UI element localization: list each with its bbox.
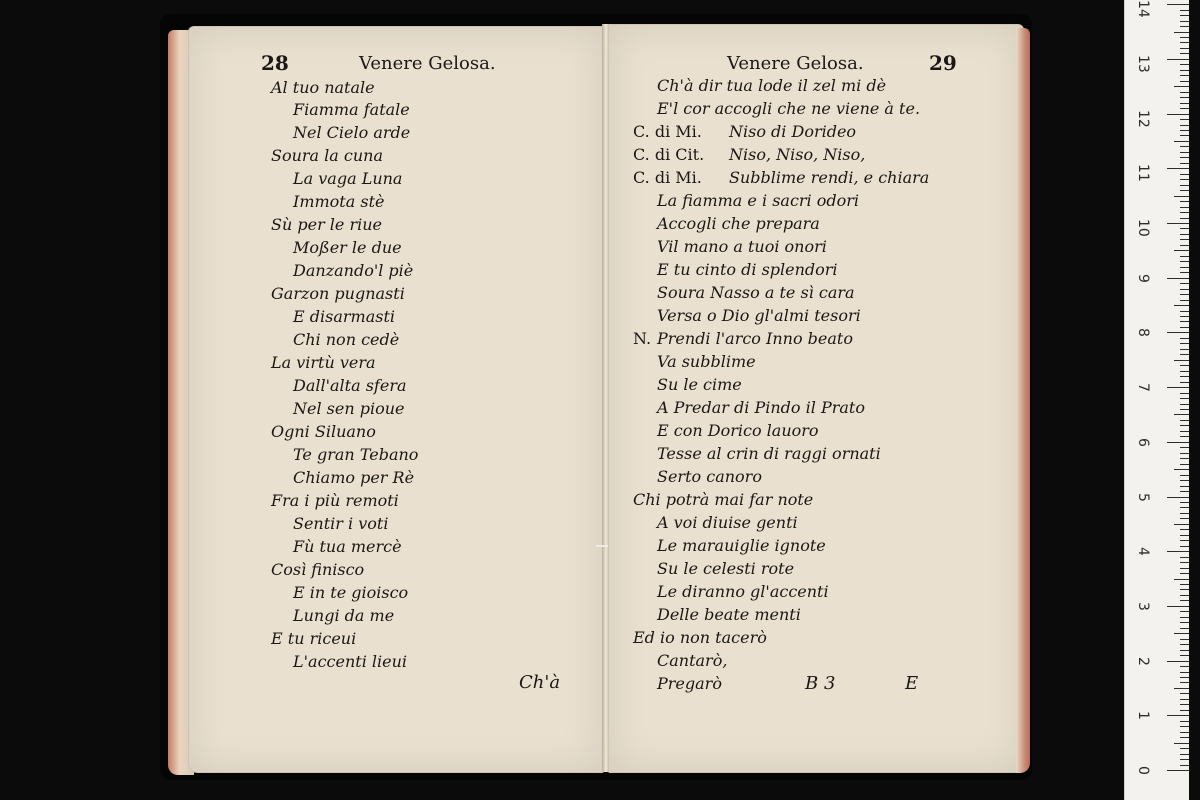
verse-line [657,537,826,555]
ruler-tick [1180,157,1189,158]
ruler-tick [1167,770,1189,771]
verse-line: Garzon pugnasti [271,284,405,303]
ruler-tick [1180,108,1189,109]
ruler-tick [1167,59,1189,60]
ruler-tick [1180,507,1189,508]
verse-line [633,629,767,647]
verse-line [633,146,865,164]
ruler-tick [1180,398,1189,399]
ruler-tick [1180,294,1189,295]
verse-text: Niso di Dorideo [729,122,857,141]
verse-text: Le diranno gl'accenti [657,582,829,601]
verse-text: La fiamma e i sacri odori [657,191,860,210]
verse-text: Cantarò, [657,651,728,670]
ruler-label: 14 [1135,0,1151,19]
ruler-tick [1180,540,1189,541]
verse-line: Così finisco [271,560,365,579]
ruler-tick [1180,10,1189,11]
ruler-tick [1180,81,1189,82]
right-page-number: 29 [929,51,957,75]
ruler-tick [1180,103,1189,104]
ruler-tick [1180,732,1189,733]
ruler-tick [1180,737,1189,738]
verse-line [633,169,929,187]
ruler-tick [1180,699,1189,700]
ruler-tick [1180,152,1189,153]
ruler-tick [1180,726,1189,727]
ruler-tick [1167,223,1189,224]
ruler-tick [1180,316,1189,317]
ruler-tick [1180,119,1189,120]
ruler-tick [1180,650,1189,651]
ruler-tick [1180,573,1189,574]
ruler-tick [1180,529,1189,530]
verse-line: Fù tua mercè [293,537,402,556]
ruler-tick [1180,682,1189,683]
ruler-tick [1174,633,1189,634]
ruler-tick [1180,425,1189,426]
verse-line [657,77,886,95]
verse-text: E tu cinto di splendori [657,260,838,279]
ruler-tick [1180,15,1189,16]
ruler-tick [1174,579,1189,580]
ruler-tick [1180,710,1189,711]
ruler-tick [1180,261,1189,262]
ruler-tick [1180,190,1189,191]
verse-text: A voi diuise genti [657,513,798,532]
verse-line [657,652,727,670]
ruler-tick [1180,174,1189,175]
ruler-tick [1180,486,1189,487]
ruler-tick [1180,759,1189,760]
verse-line [633,330,853,348]
ruler-label: 9 [1135,273,1151,283]
verse-line: Nel sen pioue [293,399,405,418]
verse-line [657,583,829,601]
left-page [188,26,604,773]
verse-line: Sentir i voti [293,514,389,533]
ruler-label: 10 [1135,219,1151,237]
ruler-tick [1180,26,1189,27]
ruler-tick [1180,672,1189,673]
verse-line: La vaga Luna [293,169,403,188]
verse-line [657,468,762,486]
ruler-tick [1180,228,1189,229]
verse-line: E in te gioisco [293,583,409,602]
speaker-label: C. di Cit. [633,145,705,164]
ruler-tick [1180,562,1189,563]
ruler-tick [1167,278,1189,279]
ruler-label: 1 [1135,711,1151,721]
ruler-tick [1180,343,1189,344]
verse-line [657,261,838,279]
ruler-tick [1180,349,1189,350]
verse-line: Soura la cuna [271,146,384,165]
right-page-edge [1016,28,1030,773]
speaker-label: N. [633,329,652,348]
ruler-tick [1174,743,1189,744]
verse-text: Vil mano a tuoi onori [657,237,827,256]
verse-line [657,445,881,463]
speaker-label: C. di Mi. [633,122,702,141]
ruler-tick [1167,114,1189,115]
ruler-tick [1180,518,1189,519]
ruler-tick [1180,218,1189,219]
ruler-tick [1180,42,1189,43]
ruler-tick [1167,606,1189,607]
ruler-label: 8 [1135,328,1151,338]
signature-mark: B 3 [805,673,836,694]
ruler-tick [1180,212,1189,213]
ruler-tick [1180,513,1189,514]
ruler-tick [1180,21,1189,22]
verse-line: Te gran Tebano [293,445,419,464]
speaker-label: C. di Mi. [633,168,702,187]
verse-text: Niso, Niso, Niso, [729,145,866,164]
ruler-tick [1180,64,1189,65]
ruler-tick [1180,256,1189,257]
ruler-tick [1180,546,1189,547]
verse-line: Immota stè [293,192,385,211]
ruler-tick [1174,469,1189,470]
ruler-tick [1167,332,1189,333]
ruler-tick [1180,163,1189,164]
verse-line: Sù per le riue [271,215,383,234]
ruler-tick [1167,661,1189,662]
verse-text: Accogli che prepara [657,214,820,233]
verse-line [633,123,856,141]
ruler-tick [1180,130,1189,131]
ruler-tick [1180,666,1189,667]
ruler-tick [1180,371,1189,372]
ruler-tick [1180,617,1189,618]
ruler-tick [1180,595,1189,596]
ruler-label: 3 [1135,601,1151,611]
ruler-tick [1174,250,1189,251]
verse-text: E con Dorico lauoro [657,421,819,440]
ruler-tick [1180,557,1189,558]
ruler-tick [1180,458,1189,459]
ruler-tick [1180,600,1189,601]
ruler-tick [1180,185,1189,186]
ruler-tick [1180,207,1189,208]
ruler-tick [1180,589,1189,590]
ruler-tick [1180,338,1189,339]
catchword: Ch'à [519,672,561,693]
ruler-label: 7 [1135,383,1151,393]
verse-text: Va subblime [657,352,756,371]
right-page [608,24,1024,773]
ruler-tick [1180,502,1189,503]
ruler-tick [1180,584,1189,585]
ruler-tick [1180,409,1189,410]
ruler-tick [1180,37,1189,38]
ruler-tick [1174,32,1189,33]
verse-text: Serto canoro [657,467,762,486]
verse-text: Ed io non tacerò [633,628,767,647]
ruler-tick [1180,754,1189,755]
ruler-label: 2 [1135,656,1151,666]
ruler-tick [1180,70,1189,71]
verse-line: Lungi da me [293,606,395,625]
ruler-label: 5 [1135,492,1151,502]
ruler-tick [1180,420,1189,421]
ruler-tick [1180,704,1189,705]
ruler-tick [1174,524,1189,525]
ruler-tick [1180,75,1189,76]
ruler-tick [1174,360,1189,361]
verse-text: Delle beate menti [657,605,801,624]
ruler-tick [1180,272,1189,273]
ruler-label: 0 [1135,766,1151,775]
ruler-tick [1180,239,1189,240]
verse-line: Al tuo natale [271,78,375,97]
verse-line [657,399,865,417]
ruler-tick [1180,135,1189,136]
ruler-tick [1167,715,1189,716]
ruler-tick [1180,300,1189,301]
ruler-tick [1180,480,1189,481]
verse-text: Tesse al crin di raggi ornati [657,444,881,463]
verse-line: Nel Cielo arde [293,123,411,142]
ruler-tick [1180,245,1189,246]
ruler-tick [1180,464,1189,465]
ruler-tick [1180,677,1189,678]
verse-line: Fra i più remoti [271,491,399,510]
verse-line: Dall'alta sfera [293,376,407,395]
ruler-tick [1180,568,1189,569]
ruler-label: 12 [1135,109,1151,128]
verse-line: Chiamo per Rè [293,468,415,487]
verse-line [657,606,801,624]
verse-line [657,100,920,118]
ruler-label: 4 [1135,547,1151,557]
verse-text: Versa o Dio gl'almi tesori [657,306,861,325]
verse-text: Chi potrà mai far note [633,490,814,509]
verse-text: Subblime rendi, e chiara [729,168,930,187]
verse-line [657,192,859,210]
ruler-tick [1180,628,1189,629]
ruler-tick [1180,179,1189,180]
ruler-tick [1180,475,1189,476]
ruler-tick [1167,387,1189,388]
ruler-tick [1180,611,1189,612]
verse-text: Su le cime [657,375,742,394]
verse-text: A Predar di Pindo il Prato [657,398,865,417]
ruler-tick [1174,141,1189,142]
ruler-tick [1180,354,1189,355]
ruler-tick [1180,267,1189,268]
ruler-tick [1180,748,1189,749]
ruler-label: 13 [1135,54,1151,73]
verse-line: E tu riceui [271,629,357,648]
ruler-tick [1180,535,1189,536]
left-page-number: 28 [261,51,289,75]
verse-text: Le marauiglie ignote [657,536,826,555]
verse-line [657,560,794,578]
verse-line [657,422,819,440]
ruler-tick [1180,53,1189,54]
ruler-tick [1174,414,1189,415]
verse-line: Moßer le due [293,238,402,257]
ruler-tick [1180,644,1189,645]
ruler-tick [1167,4,1189,5]
ruler-tick [1180,321,1189,322]
verse-text: E'l cor accogli che ne viene à te. [657,99,921,118]
ruler-tick [1174,688,1189,689]
ruler-tick [1180,404,1189,405]
ruler-tick [1180,655,1189,656]
ruler-tick [1180,639,1189,640]
ruler-tick [1174,305,1189,306]
ruler-tick [1180,765,1189,766]
ruler-label: 6 [1135,437,1151,447]
ruler-tick [1167,551,1189,552]
ruler-tick [1167,497,1189,498]
ruler-tick [1180,92,1189,93]
verse-line: E disarmasti [293,307,395,326]
verse-text: Soura Nasso a te sì cara [657,283,855,302]
verse-line [657,307,861,325]
ruler-tick [1180,201,1189,202]
verse-line [657,353,756,371]
verse-line [657,376,742,394]
verse-line: Chi non cedè [293,330,400,349]
ruler-tick [1180,693,1189,694]
ruler-tick [1180,393,1189,394]
verse-line: L'accenti lieui [293,652,408,671]
right-page-title: Venere Gelosa. [727,53,864,74]
left-page-title: Venere Gelosa. [359,53,496,74]
verse-line [657,675,722,693]
ruler-tick [1180,283,1189,284]
ruler-tick [1180,289,1189,290]
verse-line [657,215,820,233]
verse-text: Prendi l'arco Inno beato [657,329,853,348]
verse-line: Fiamma fatale [293,100,410,119]
measuring-ruler [1124,0,1189,800]
ruler-tick [1180,447,1189,448]
verse-line [633,491,813,509]
ruler-tick [1174,86,1189,87]
verse-line: La virtù vera [271,353,376,372]
ruler-label: 11 [1135,164,1151,183]
verse-text: Pregarò [657,674,722,693]
ruler-tick [1174,196,1189,197]
ruler-tick [1180,436,1189,437]
verse-line: Danzando'l piè [293,261,414,280]
ruler-tick [1180,97,1189,98]
ruler-tick [1180,327,1189,328]
verse-line [657,238,827,256]
ruler-tick [1180,491,1189,492]
ruler-tick [1180,146,1189,147]
ruler-tick [1180,431,1189,432]
ruler-tick [1180,622,1189,623]
ruler-tick [1167,168,1189,169]
verse-line [657,284,855,302]
ruler-tick [1167,442,1189,443]
ruler-tick [1180,376,1189,377]
verse-line: Ogni Siluano [271,422,376,441]
verse-line [657,514,798,532]
ruler-tick [1180,365,1189,366]
ruler-tick [1180,311,1189,312]
ruler-tick [1180,48,1189,49]
verse-text: Ch'à dir tua lode il zel mi dè [657,76,887,95]
verse-text: Su le celesti rote [657,559,795,578]
ruler-tick [1180,721,1189,722]
ruler-tick [1180,453,1189,454]
ruler-tick [1180,382,1189,383]
catchword: E [905,673,919,694]
ruler-tick [1180,234,1189,235]
ruler-tick [1180,125,1189,126]
